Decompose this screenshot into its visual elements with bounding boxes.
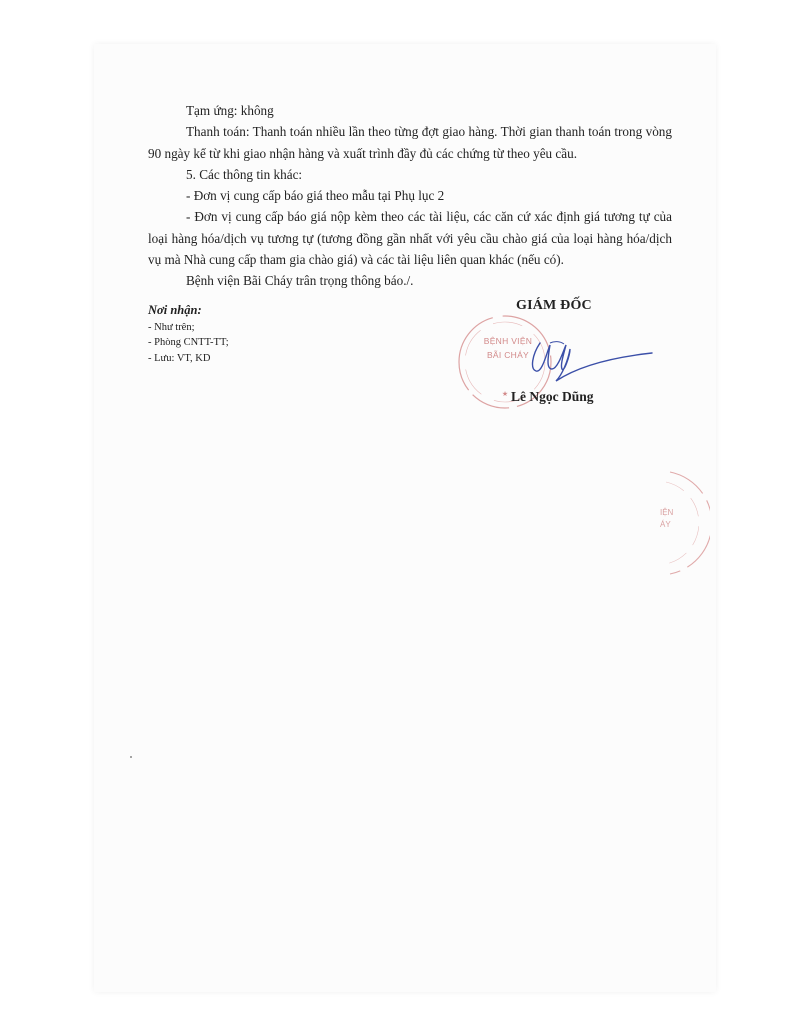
stamp-text-line: BỆNH VIỆN <box>483 336 533 346</box>
signer-title: GIÁM ĐỐC <box>516 298 592 313</box>
quote-form-line: - Đơn vị cung cấp báo giá theo mẫu tại Phụ lục 2 <box>186 188 445 204</box>
recipient-item: - Lưu: VT, KD <box>148 352 211 364</box>
payment-terms-paragraph: Thanh toán: Thanh toán nhiều lần theo từng đợt giao hàng. Thời gian thanh toán trong vòng 90 ngày kể từ khi giao nhận hàng và xuất trình đầy đủ các chứng từ theo yêu cầu. <box>148 124 672 161</box>
closing-line: Bệnh viện Bãi Cháy trân trọng thông báo./. <box>186 273 414 289</box>
recipient-item: - Như trên; <box>148 321 195 333</box>
recipients-heading: Nơi nhận: <box>148 303 202 317</box>
signer-name: Lê Ngọc Dũng <box>511 389 594 404</box>
attached-documents-paragraph: - Đơn vị cung cấp báo giá nộp kèm theo các tài liệu, các căn cứ xác định giá tương tự của loại hàng hóa/dịch vụ tương tự (tương đồng gần nhất với yêu cầu chào giá của loại hàng hóa/dịch vụ mà Nhà cung cấp tham gia chào giá) và các tài liệu liên quan khác (nếu có). <box>148 209 672 268</box>
recipients-block <box>148 303 229 366</box>
stamp-text-line: BÃI CHÁY <box>486 350 530 360</box>
other-info-heading: 5. Các thông tin khác: <box>186 166 303 182</box>
advance-payment-line: Tạm ứng: không <box>186 103 274 118</box>
svg-text:★: ★ <box>501 391 509 398</box>
partial-stamp-text: ÁY <box>660 520 671 529</box>
document-body <box>148 100 672 292</box>
handwritten-signature-icon <box>520 335 655 390</box>
scan-speck <box>130 756 132 758</box>
recipient-item: - Phòng CNTT-TT; <box>148 337 229 348</box>
partial-stamp-text: IỆN <box>660 508 674 517</box>
